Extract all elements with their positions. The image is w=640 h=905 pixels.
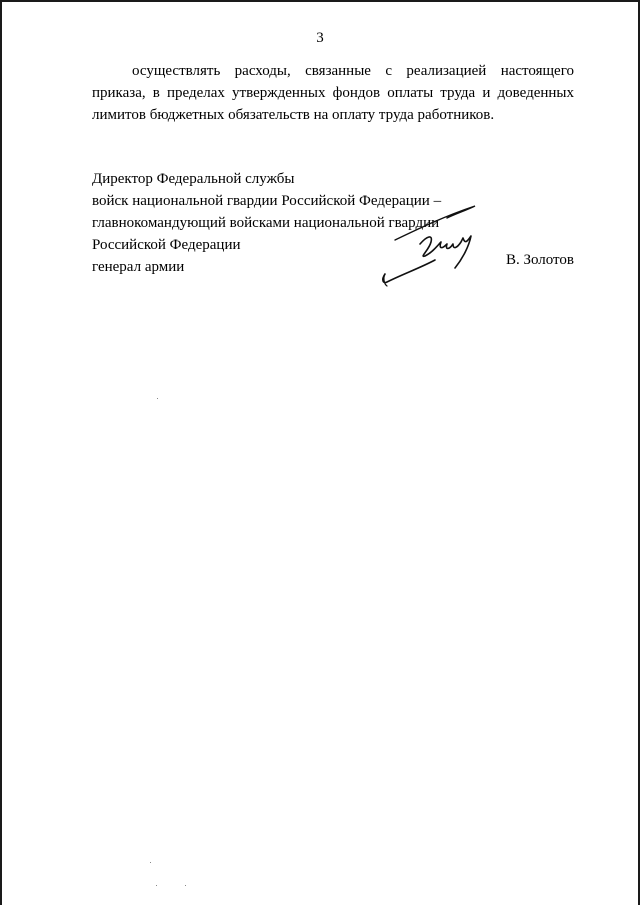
- scan-speck: [185, 885, 186, 886]
- body-line-3: лимитов бюджетных обязательств на оплату труда работников.: [92, 107, 495, 123]
- scan-border-left: [0, 0, 2, 905]
- signatory-title-line-1: Директор Федеральной службы: [92, 171, 295, 187]
- handwritten-signature-icon: [375, 198, 485, 288]
- page-number: 3: [316, 30, 324, 46]
- body-paragraph: [92, 60, 574, 126]
- scan-speck: [156, 885, 157, 886]
- signatory-title-line-4: Российской Федерации: [92, 237, 241, 253]
- body-line-2: приказа, в пределах утвержденных фондов оплаты труда и доведенных: [92, 85, 574, 101]
- signatory-name: В. Золотов: [505, 252, 574, 268]
- signatory-title-line-2: войск национальной гвардии Российской Федерации –: [92, 193, 442, 209]
- scan-speck: [157, 398, 158, 399]
- signatory-rank: генерал армии: [92, 259, 185, 275]
- signatory-title-line-3: главнокомандующий войсками национальной гвардии: [92, 215, 440, 231]
- scan-border-top: [0, 0, 640, 2]
- body-line-1: осуществлять расходы, связанные с реализацией настоящего: [132, 63, 574, 79]
- scan-speck: [150, 862, 151, 863]
